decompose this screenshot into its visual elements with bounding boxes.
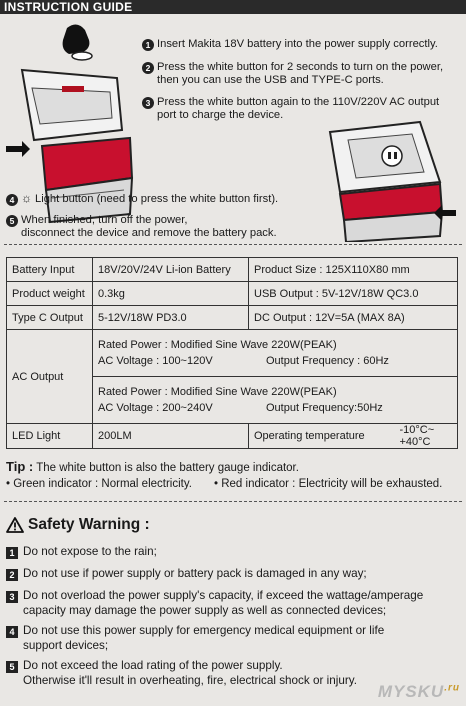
safety-text: support devices; [23,638,109,652]
spec-label: Battery Input [7,258,93,282]
spec-label: Product weight [7,282,93,306]
spec-value-row [98,353,452,369]
spec-value: Product Size : 125X110X80 mm [249,258,458,282]
spec-value: Output Frequency : 60Hz [266,355,389,367]
step-text: then you can use the USB and TYPE-C ports. [157,74,384,86]
safety-title-text: Safety Warning : [28,516,150,533]
safety-item-5 [6,659,357,688]
step-5 [6,214,277,240]
safety-text: Do not use this power supply for emergency medical equipment or life [23,624,385,637]
step-number: 2 [142,62,154,74]
warning-icon [6,517,24,533]
spec-label: Type C Output [7,306,93,330]
safety-item-1 [6,545,157,560]
safety-number: 5 [6,661,18,673]
tip-section [6,459,462,492]
safety-text: Otherwise it'll result in overheating, fire, electrical shock or injury. [23,673,357,687]
safety-text: Do not use if power supply or battery pack is damaged in any way; [23,567,367,580]
safety-number: 1 [6,547,18,559]
spec-label: Operating temperature [249,424,395,449]
safety-number: 4 [6,626,18,638]
divider [4,244,462,245]
spec-table [6,257,458,449]
device-illustration-right [300,112,460,242]
step-4 [6,192,278,206]
header-bar [0,0,466,14]
safety-title [6,516,150,534]
safety-item-3 [6,589,423,618]
table-row [7,330,458,377]
step-text: port to charge the device. [157,109,284,121]
step-text: Light button (need to press the white button first). [35,193,279,205]
tip-label: Tip : [6,459,34,474]
spec-value: 18V/20V/24V Li-ion Battery [93,258,249,282]
step-number: 1 [142,39,154,51]
light-icon: ☼ [21,191,32,205]
watermark [378,682,460,702]
step-1 [142,38,438,51]
spec-value: Output Frequency:50Hz [266,402,383,414]
table-row [7,306,458,330]
watermark-text: MYSKU [377,682,445,701]
safety-text: Do not expose to the rain; [23,545,157,558]
spec-value-row [98,400,452,416]
table-row [7,258,458,282]
safety-text: Do not overload the power supply's capacity, if exceed the wattage/amperage [23,589,424,602]
spec-value: Rated Power : Modified Sine Wave 220W(PEAK) [98,339,337,351]
step-text: Insert Makita 18V battery into the power supply correctly. [157,38,438,50]
spec-value: -10°C~ +40°C [395,424,458,449]
safety-item-2 [6,567,367,582]
divider [4,501,462,502]
safety-item-4 [6,624,384,653]
safety-number: 3 [6,591,18,603]
green-indicator-text: • Green indicator : Normal electricity. [6,478,192,490]
watermark-suffix: .ru [444,682,460,694]
safety-text: Do not exceed the load rating of the power supply. [23,659,283,672]
red-indicator-text: • Red indicator : Electricity will be exhausted. [214,478,443,490]
spec-value: AC Voltage : 100~120V [98,355,213,367]
table-row [7,282,458,306]
tip-text: The white button is also the battery gauge indicator. [36,462,299,474]
page-title: INSTRUCTION GUIDE [4,0,133,14]
table-row [7,424,458,449]
ac-output-220 [93,377,458,424]
step-text: When finished, turn off the power, [21,214,188,226]
spec-value: AC Voltage : 200~240V [98,402,213,414]
step-text: Press the white button again to the 110V/220V AC output [157,96,440,108]
step-number: 4 [6,194,18,206]
safety-number: 2 [6,569,18,581]
spec-value: DC Output : 12V=5A (MAX 8A) [249,306,458,330]
step-text: disconnect the device and remove the battery pack. [21,227,277,239]
spec-value: 5-12V/18W PD3.0 [93,306,249,330]
step-number: 3 [142,97,154,109]
spec-value: USB Output : 5V-12V/18W QC3.0 [249,282,458,306]
spec-value: Rated Power : Modified Sine Wave 220W(PEAK) [98,386,337,398]
step-number: 5 [6,215,18,227]
spec-label: AC Output [7,330,93,424]
safety-text: capacity may damage the power supply as well as connected devices; [23,603,387,617]
step-2 [142,61,443,87]
ac-output-110 [93,330,458,377]
spec-value: 200LM [93,424,249,449]
step-text: Press the white button for 2 seconds to turn on the power, [157,61,444,73]
spec-value: 0.3kg [93,282,249,306]
spec-label: LED Light [7,424,93,449]
